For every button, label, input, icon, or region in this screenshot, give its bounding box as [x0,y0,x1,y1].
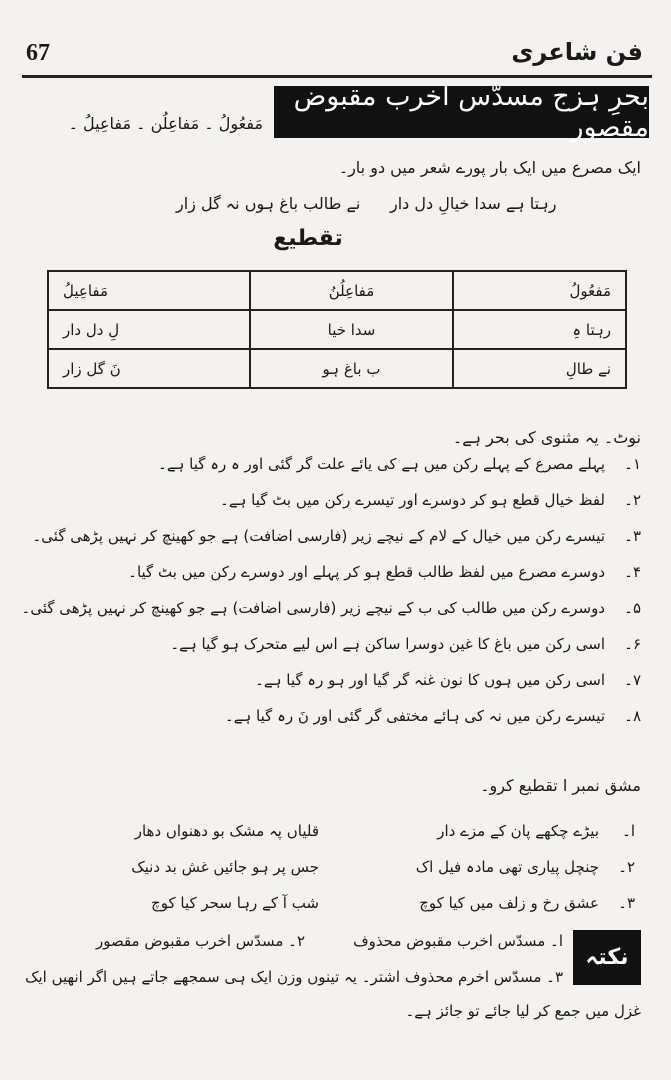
table-header: مَفاعِیلُ [48,271,250,310]
list-item [21,446,641,482]
exercise-number: ۳۔ [618,894,635,912]
exercise-line-first: بیڑے چکھے پان کے مزے دار [437,822,599,840]
table-cell: سدا خیا [250,310,453,349]
page-number: 67 [26,40,50,66]
table-row [48,349,626,388]
list-item [21,554,641,590]
item-text: تیسرے رکن میں خیال کے لام کے نیچے زیر (فارسی اضافت) ہے جو کھینچ کر نہیں پڑھی گئی۔ [32,527,605,545]
header-rule [22,75,652,78]
exercise-heading: مشق نمبر ا تقطیع کرو۔ [480,776,641,795]
item-text: تیسرے رکن میں نہ کی ہائے مختفی گر گئی اور نَ رہ گیا ہے۔ [224,707,605,725]
item-number: ۲۔ [624,491,641,509]
exercise-line-first: عشق رخ و زلف میں کیا کوچ [419,894,599,912]
verse-first: رہتا ہے سدا خیالِ دل دار [390,194,557,213]
item-number: ۳۔ [624,527,641,545]
exercise-number: ۲۔ [618,858,635,876]
item-text: اسی رکن میں باغ کا غین دوسرا ساکن ہے اس لیے متحرک ہو گیا ہے۔ [170,635,605,653]
exercise-line-second: جس پر ہو جائیں غش بد دنیک [131,858,319,876]
table-header: مَفعُولُ [453,271,626,310]
item-number: ۷۔ [624,671,641,689]
table-cell: نے طالِ [453,349,626,388]
nukta-label: نکتہ [573,930,641,985]
nukta-item: ا۔ مسدّس اخرب مقبوض محذوف [353,932,563,950]
list-item [21,518,641,554]
list-item [21,482,641,518]
table-cell: نَ گل زار [48,349,250,388]
item-number: ۶۔ [624,635,641,653]
list-item [21,662,641,698]
meter-pattern: مَفعُولُ ۔ مَفاعِلُن ۔ مَفاعِیلُ ۔ [68,114,263,133]
notes-list [21,446,641,734]
nukta-item: ۳۔ مسدّس اخرم محذوف اشتر۔ یہ تینوں وزن ایک ہی سمجھے جاتے ہیں اگر انھیں ایک [25,968,563,986]
table-header-row [48,271,626,310]
item-text: اسی رکن میں ہوں کا نون غنہ گر گیا اور ہو رہ گیا ہے۔ [255,671,605,689]
table-cell: رہتا ہِ [453,310,626,349]
nukta-item: ۲۔ مسدّس اخرب مقبوض مقصور [95,932,305,950]
item-number: ۴۔ [624,563,641,581]
note-heading: نوٹ۔ یہ مثنوی کی بحر ہے۔ [452,428,641,447]
meter-description: ایک مصرع میں ایک بار پورے شعر میں دو بار۔ [338,158,641,177]
section-title: بحرِ ہزج مسدّس اخرب مقبوض مقصور [274,86,649,138]
item-number: ۸۔ [624,707,641,725]
table-cell: لِ دل دار [48,310,250,349]
item-text: دوسرے مصرع میں لفظ طالب قطع ہو کر پہلے اور دوسرے رکن میں بٹ گیا۔ [128,563,605,581]
list-item [21,626,641,662]
item-text: لفظ خیال قطع ہو کر دوسرے اور تیسرے رکن میں بٹ گیا ہے۔ [220,491,605,509]
table-header: مَفاعِلُنُ [250,271,453,310]
scansion-table [47,270,627,389]
table-cell: ب باغ ہو [250,349,453,388]
list-item [21,590,641,626]
exercise-line-second: شب آ کے رہا سحر کیا کوچ [151,894,319,912]
table-row [48,310,626,349]
list-item [21,698,641,734]
exercise-line-second: قلیاں پہ مشک بو دھنواں دھار [134,822,319,840]
item-number: ۱۔ [624,455,641,473]
item-number: ۵۔ [624,599,641,617]
verse-second: نے طالب باغ ہوں نہ گل زار [176,194,361,213]
item-text: دوسرے رکن میں طالب کی ب کے نیچے زیر (فارسی اضافت) ہے جو کھینچ کر نہیں پڑھی گئی۔ [21,599,605,617]
exercise-line-first: چنچل پیاری تھی مادہ فیل اک [415,858,599,876]
exercise-number: ا۔ [622,822,635,840]
nukta-item-continuation: غزل میں جمع کر لیا جائے تو جائز ہے۔ [405,1002,641,1020]
item-text: پہلے مصرع کے پہلے رکن میں ہے کی یائے علت گر گئی اور ہ رہ گیا ہے۔ [158,455,605,473]
book-title: فن شاعری [511,38,643,66]
taqti-heading: تقطیع [273,226,343,251]
